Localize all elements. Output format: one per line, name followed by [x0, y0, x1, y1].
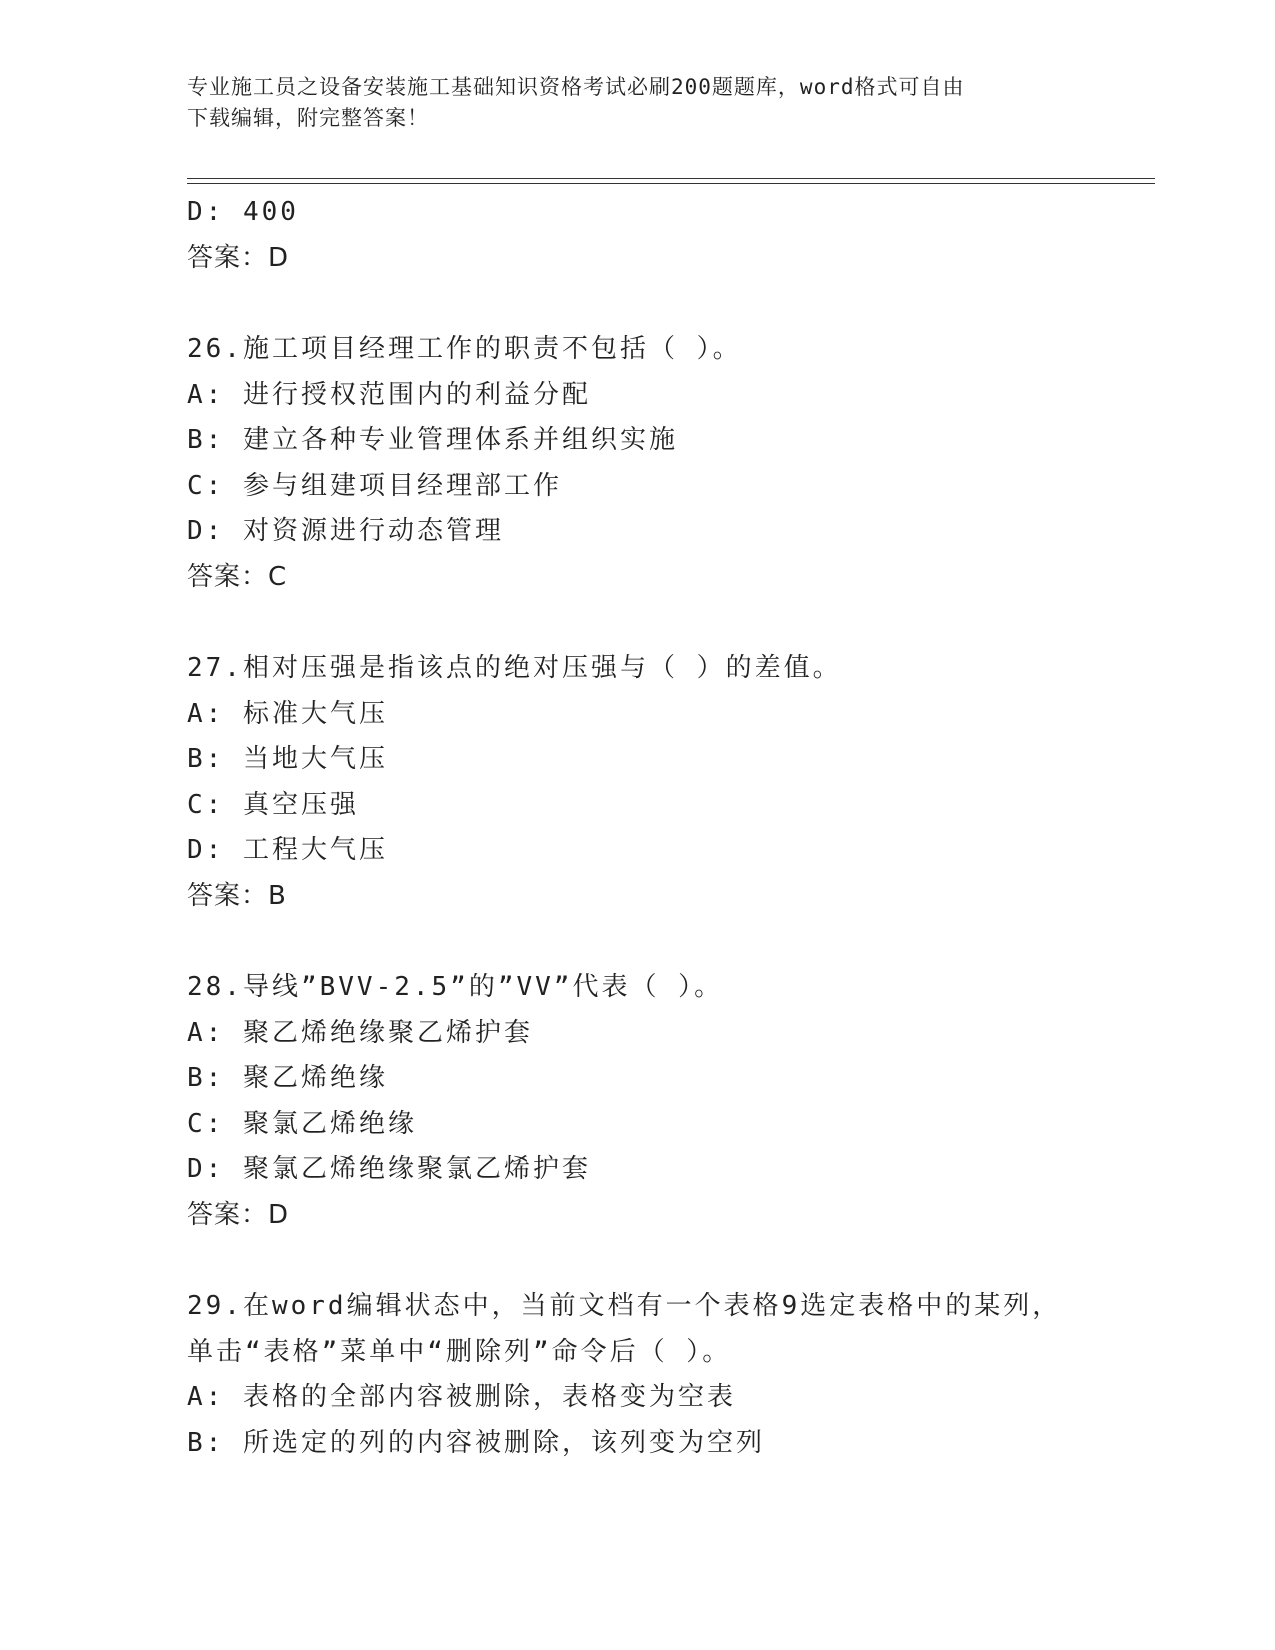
spacer: [187, 1238, 1087, 1284]
header-line-1: 专业施工员之设备安装施工基础知识资格考试必刷200题题库，word格式可自由: [187, 75, 965, 99]
option-d: D: 对资源进行动态管理: [187, 516, 504, 546]
spacer: [187, 281, 1087, 327]
option-c: C: 聚氯乙烯绝缘: [187, 1108, 417, 1139]
option-b: B: 当地大气压: [187, 744, 388, 774]
option-a: A: 聚乙烯绝缘聚乙烯护套: [187, 1017, 533, 1048]
spacer: [187, 919, 1087, 965]
document-header: [187, 72, 1067, 134]
option-b: B: 建立各种专业管理体系并组织实施: [187, 425, 678, 455]
header-divider-bottom: [187, 183, 1155, 184]
option-b: B: 聚乙烯绝缘: [187, 1063, 388, 1093]
option-c: C: 真空压强: [187, 789, 359, 820]
option-b: B: 所选定的列的内容被删除，该列变为空列: [187, 1427, 765, 1458]
question-stem: 26.施工项目经理工作的职责不包括（ ）。: [187, 334, 742, 364]
question-stem-line-2: 单击“表格”菜单中“删除列”命令后（ ）。: [187, 1336, 732, 1367]
header-divider-top: [187, 178, 1155, 179]
option-c: C: 参与组建项目经理部工作: [187, 470, 562, 501]
question-stem: 28.导线”BVV-2.5”的”VV”代表（ ）。: [187, 972, 724, 1002]
header-line-2: 下载编辑，附完整答案！: [187, 106, 429, 130]
option-d: D: 聚氯乙烯绝缘聚氯乙烯护套: [187, 1154, 591, 1184]
question-29: [187, 1284, 1087, 1466]
question-stem: 27.相对压强是指该点的绝对压强与（ ）的差值。: [187, 653, 842, 683]
question-28: [187, 965, 1087, 1238]
option-a: A: 表格的全部内容被删除，表格变为空表: [187, 1382, 736, 1412]
spacer: [187, 600, 1087, 646]
option-d: D: 工程大气压: [187, 835, 388, 865]
question-27: [187, 646, 1087, 919]
previous-option-d: D: 400: [187, 197, 299, 227]
document-body: [187, 190, 1087, 1466]
previous-answer: 答案：D: [187, 242, 290, 273]
question-26: [187, 327, 1087, 600]
option-a: A: 进行授权范围内的利益分配: [187, 379, 591, 410]
option-a: A: 标准大气压: [187, 698, 388, 729]
question-stem-line-1: 29.在word编辑状态中，当前文档有一个表格9选定表格中的某列，: [187, 1291, 1062, 1321]
answer: 答案：D: [187, 1199, 290, 1230]
answer: 答案：C: [187, 561, 288, 592]
answer: 答案：B: [187, 880, 287, 911]
